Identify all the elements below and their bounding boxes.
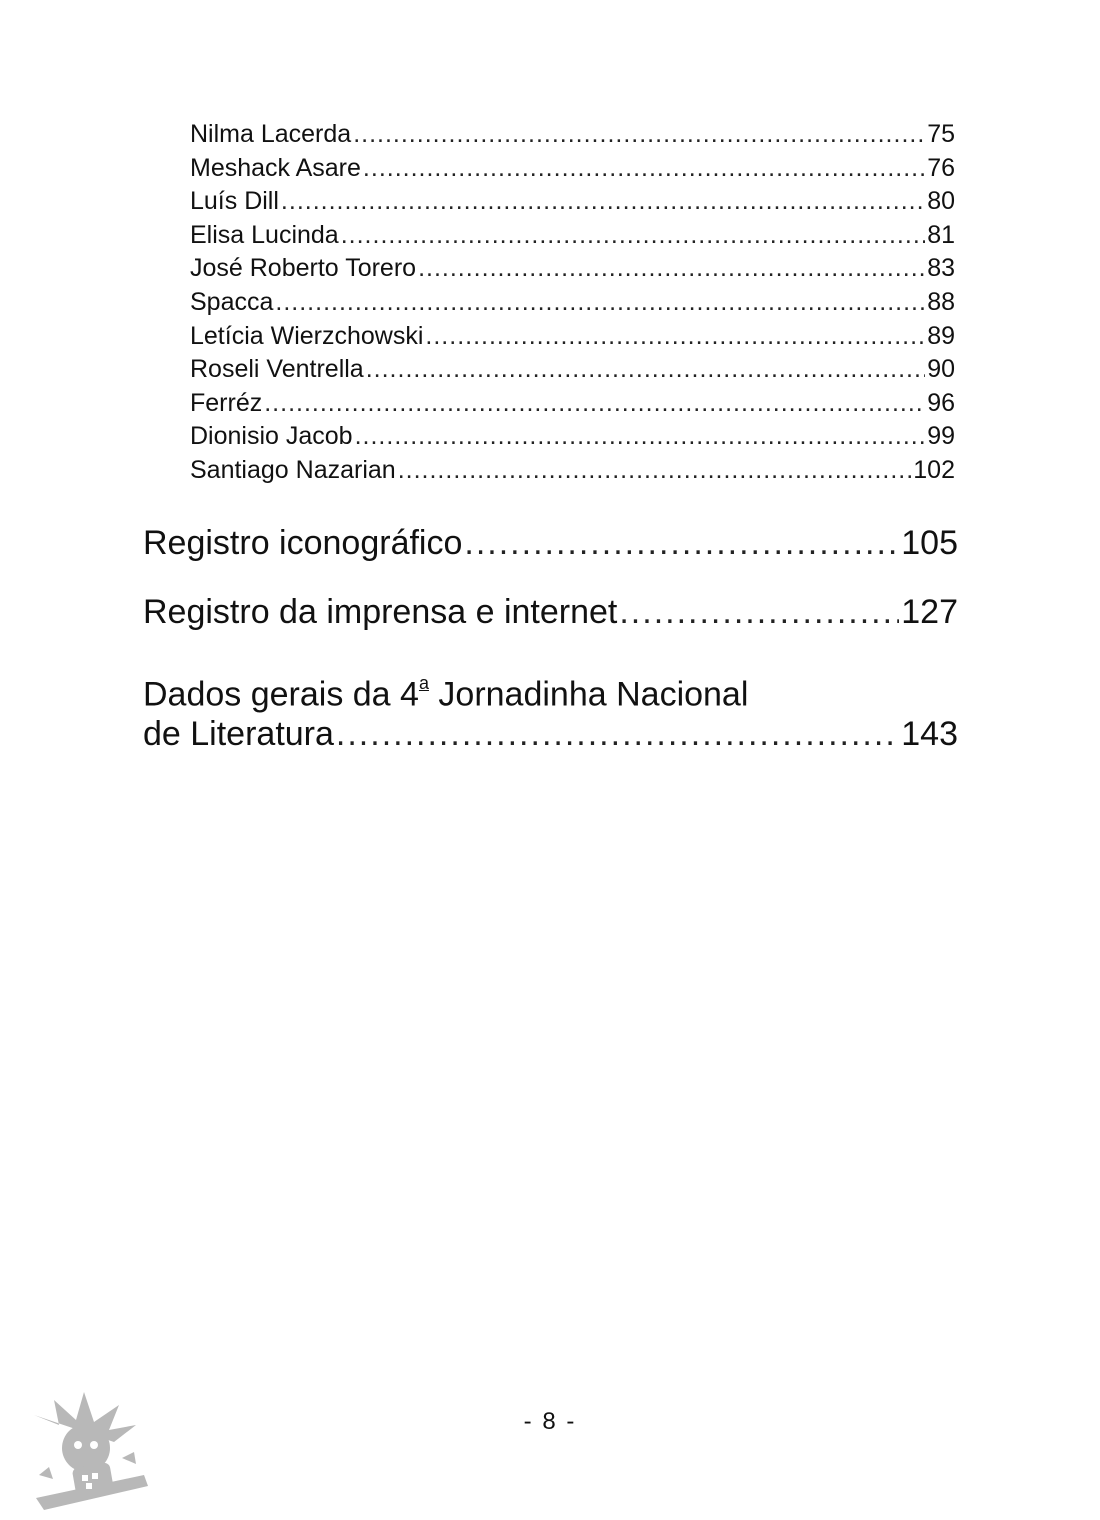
entry-page: 105 — [901, 524, 958, 562]
entry-page: 99 — [927, 422, 955, 451]
entry-page: 96 — [927, 388, 955, 417]
dot-leader — [464, 523, 899, 563]
toc-author-list — [190, 118, 955, 488]
dot-leader — [418, 252, 925, 286]
dot-leader — [355, 420, 926, 454]
dot-leader — [363, 152, 925, 186]
dot-leader — [281, 185, 925, 219]
toc-entry-dados-gerais[interactable] — [143, 667, 958, 754]
dot-leader — [353, 118, 925, 152]
entry-page: 89 — [927, 321, 955, 350]
entry-page: 90 — [927, 355, 955, 384]
entry-label-line1: Dados gerais da 4$^a$ Jornadinha Nacional — [143, 673, 749, 714]
dot-leader — [425, 320, 925, 354]
entry-label: Luís Dill — [190, 187, 279, 216]
toc-entry-leticia-wierzchowski[interactable] — [190, 320, 955, 354]
entry-label: Roseli Ventrella — [190, 355, 364, 384]
page-number: - 8 - — [523, 1408, 577, 1435]
entry-label: Spacca — [190, 287, 274, 316]
entry-label: Registro da imprensa e internet — [143, 593, 618, 631]
entry-label: Letícia Wierzchowski — [190, 321, 424, 350]
entry-page: 102 — [913, 455, 955, 484]
entry-label: Dionisio Jacob — [190, 422, 353, 451]
toc-entry-spacca[interactable] — [190, 286, 955, 320]
entry-label: Registro iconográfico — [143, 524, 463, 562]
entry-page: 76 — [927, 153, 955, 182]
entry-label: Ferréz — [190, 388, 263, 417]
dot-leader — [366, 353, 925, 387]
entry-page: 88 — [927, 287, 955, 316]
toc-entry-santiago-nazarian[interactable] — [190, 454, 955, 488]
toc-entry-registro-iconografico[interactable] — [143, 523, 958, 563]
toc-entry-nilma-lacerda[interactable] — [190, 118, 955, 152]
entry-label: José Roberto Torero — [190, 254, 417, 283]
entry-label: Nilma Lacerda — [190, 120, 352, 148]
entry-page: 81 — [927, 220, 955, 249]
dot-leader — [275, 286, 925, 320]
dot-leader — [341, 219, 925, 253]
dot-leader — [398, 454, 912, 488]
mascot-illustration-icon — [14, 1380, 164, 1515]
ordinal-indicator: a — [418, 673, 429, 693]
toc-entry-meshack-asare[interactable] — [190, 152, 955, 186]
entry-label: Elisa Lucinda — [190, 220, 339, 249]
toc-entry-dionisio-jacob[interactable] — [190, 420, 955, 454]
toc-entry-registro-imprensa[interactable] — [143, 592, 958, 632]
toc-entry-roseli-ventrella[interactable] — [190, 353, 955, 387]
entry-page: 127 — [901, 593, 958, 631]
toc-entry-ferrez[interactable] — [190, 387, 955, 421]
dot-leader — [264, 387, 925, 421]
entry-page: 83 — [927, 254, 955, 283]
dot-leader — [336, 714, 899, 754]
entry-label-line2: de Literatura — [143, 715, 334, 754]
entry-page: 143 — [901, 715, 958, 754]
dot-leader — [619, 592, 899, 632]
toc-entry-elisa-lucinda[interactable] — [190, 219, 955, 253]
entry-page: 75 — [927, 120, 955, 148]
entry-page: 80 — [927, 187, 955, 216]
toc-entry-jose-roberto-torero[interactable] — [190, 252, 955, 286]
entry-label: Santiago Nazarian — [190, 455, 396, 484]
entry-label: Meshack Asare — [190, 153, 361, 182]
toc-entry-luis-dill[interactable] — [190, 185, 955, 219]
